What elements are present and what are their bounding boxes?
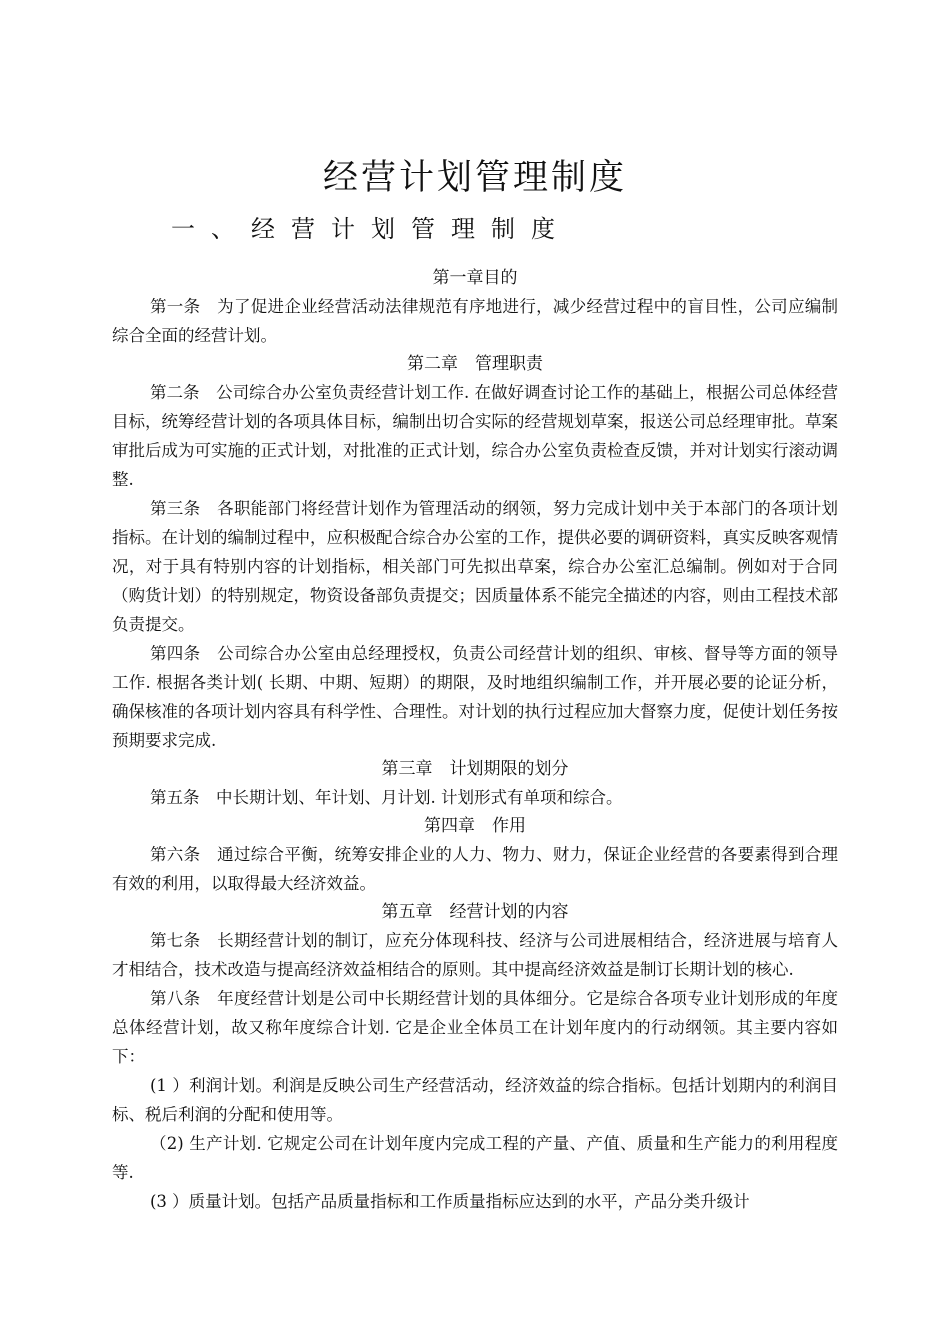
document-subtitle: 一、经营计划管理制度 <box>171 215 571 243</box>
article-label: 第八条 <box>150 989 201 1008</box>
article-label: 第二条 <box>150 383 200 402</box>
article-paragraph <box>112 926 838 984</box>
article-label: 第四条 <box>150 644 201 663</box>
chapter-heading: 第二章 管理职责 <box>407 354 543 374</box>
document-body <box>112 264 838 1216</box>
article-label: 第三条 <box>150 499 201 518</box>
article-text: 公司综合办公室负责经营计划工作. 在做好调查讨论工作的基础上，根据公司总体经营目标，统筹经营计划的各项具体目标，编制出切合实际的经营规划草案，报送公司总经理审批。草案审批后成为可实施的正式计划，对批准的正式计划，综合办公室负责检查反馈，并对计划实行滚动调整. <box>112 383 839 489</box>
article-paragraph <box>112 292 838 350</box>
chapter-heading: 第五章 经营计划的内容 <box>381 902 569 922</box>
article-paragraph <box>112 494 838 639</box>
list-item: （2) 生产计划. 它规定公司在计划年度内完成工程的产量、产值、质量和生产能力的利用程度等. <box>112 1134 838 1182</box>
article-label: 第五条 <box>150 788 200 807</box>
article-label: 第七条 <box>150 931 201 950</box>
article-text: 各职能部门将经营计划作为管理活动的纲领，努力完成计划中关于本部门的各项计划指标。在计划的编制过程中，应积极配合综合办公室的工作，提供必要的调研资料，真实反映客观情况，对于具有特别内容的计划指标，相关部门可先拟出草案，综合办公室汇总编制。例如对于合同（购货计划）的特别规定，物资设备部负责提交；因质量体系不能完全描述的内容，则由工程技术部负责提交。 <box>112 499 839 634</box>
article-paragraph <box>112 840 838 898</box>
list-item: (1 ）利润计划。利润是反映公司生产经营活动，经济效益的综合指标。包括计划期内的利润目标、税后利润的分配和使用等。 <box>112 1076 838 1124</box>
article-paragraph <box>112 378 838 494</box>
article-paragraph <box>112 783 838 812</box>
document-title: 经营计划管理制度 <box>322 158 627 198</box>
article-text: 通过综合平衡，统筹安排企业的人力、物力、财力，保证企业经营的各要素得到合理有效的利用，以取得最大经济效益。 <box>112 845 839 893</box>
article-label: 第六条 <box>150 845 201 864</box>
article-label: 第一条 <box>150 297 201 316</box>
article-text: 长期经营计划的制订，应充分体现科技、经济与公司进展相结合，经济进展与培育人才相结合，技术改造与提高经济效益相结合的原则。其中提高经济效益是制订长期计划的核心. <box>112 931 839 979</box>
article-text: 公司综合办公室由总经理授权，负责公司经营计划的组织、审核、督导等方面的领导工作. 根据各类计划( 长期、中期、短期）的期限，及时地组织编制工作，并开展必要的论证分析，确保核准的各项计划内容具有科学性、合理性。对计划的执行过程应加大督察力度，促使计划任务按预期要求完成. <box>112 644 839 750</box>
chapter-heading: 第三章 计划期限的划分 <box>381 759 569 779</box>
article-text: 年度经营计划是公司中长期经营计划的具体细分。它是综合各项专业计划形成的年度总体经营计划，故又称年度综合计划. 它是企业全体员工在计划年度内的行动纲领。其主要内容如下： <box>112 989 839 1066</box>
article-text: 中长期计划、年计划、月计划. 计划形式有单项和综合。 <box>216 788 623 807</box>
list-item: (3 ）质量计划。包括产品质量指标和工作质量指标应达到的水平，产品分类升级计 <box>150 1192 750 1211</box>
article-text: 为了促进企业经营活动法律规范有序地进行，减少经营过程中的盲目性，公司应编制综合全面的经营计划。 <box>112 297 839 345</box>
article-paragraph <box>112 639 838 755</box>
chapter-heading: 第四章 作用 <box>424 816 526 836</box>
chapter-heading: 第一章目的 <box>432 268 518 288</box>
article-paragraph <box>112 984 838 1071</box>
